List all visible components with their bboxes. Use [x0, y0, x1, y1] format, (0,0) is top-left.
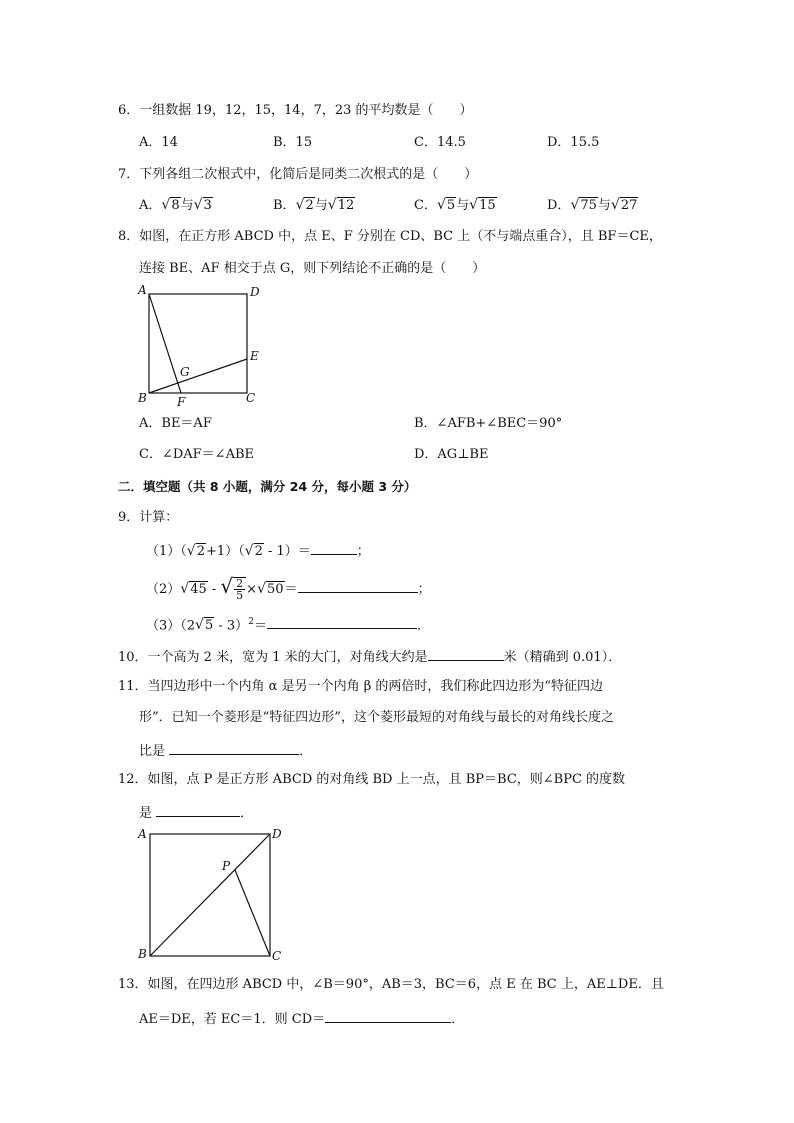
- q6-option-b: B．15: [273, 135, 313, 150]
- q8-option-a: A．BE＝AF: [139, 416, 212, 431]
- q11-line3: 比是 ．: [139, 740, 312, 761]
- q8-square-figure: [134, 280, 274, 410]
- q7-option-b: B．√2与√12: [273, 197, 355, 213]
- q9-part3-blank: [267, 614, 417, 629]
- q9-part2: （2）√45 - √ $\frac{2}{5}$ ×√50＝ ；: [146, 574, 431, 602]
- q8-label-e: E: [250, 349, 259, 363]
- q11-line1: 11．当四边形中一个内角 α 是另一个内角 β 的两倍时，我们称此四边形为“特征四边: [118, 679, 604, 694]
- q12-line2: 是 ．: [139, 802, 253, 823]
- q13-blank: [325, 1008, 451, 1023]
- q8-label-c: C: [246, 391, 256, 405]
- q12-blank: [156, 802, 240, 817]
- q12-square-figure: [134, 824, 294, 964]
- q8-option-d: D．AG⊥BE: [414, 447, 489, 462]
- q8-segment-be: [149, 359, 247, 393]
- q6-option-c: C．14.5: [414, 135, 466, 150]
- q9-part3: （3）（2√5 - 3）$^2$＝ ．: [146, 613, 430, 635]
- q10-line: 10．一个高为 2 米，宽为 1 米的大门，对角线大约是 米（精确到 0.01）．: [118, 646, 621, 667]
- q7-option-a: A．√8与√3: [139, 197, 212, 213]
- q13-line1: 13．如图，在四边形 ABCD 中，∠B＝90°，AB＝3，BC＝6，点 E 在 BC 上，AE⊥DE．且: [118, 977, 664, 992]
- q13-line2: AE＝DE，若 EC＝1．则 CD＝ ．: [139, 1008, 464, 1029]
- q9-stem: 9．计算：: [118, 510, 179, 525]
- q6-option-a: A．14: [139, 135, 178, 150]
- q12-label-c: C: [272, 949, 282, 963]
- q8-square-abcd: [149, 294, 247, 393]
- q9-part2-blank: [298, 578, 418, 593]
- q12-label-a: A: [138, 827, 147, 841]
- q9-part1: （1）（√2+1）（√2 - 1）＝ ；: [146, 540, 370, 561]
- q11-line2: 形”．已知一个菱形是“特征四边形”，这个菱形最短的对角线与最长的对角线长度之: [139, 710, 614, 725]
- q10-blank: [428, 646, 504, 661]
- q9-part1-blank: [311, 540, 357, 555]
- q7-option-c: C．√5与√15: [414, 197, 496, 213]
- q8-option-c: C．∠DAF＝∠ABE: [139, 447, 254, 462]
- q8-stem-line2: 连接 BE、AF 相交于点 G，则下列结论不正确的是（ ）: [139, 261, 486, 276]
- q8-label-d: D: [250, 285, 260, 299]
- q8-label-a: A: [138, 283, 147, 297]
- q6-stem: 6．一组数据 19，12，15，14，7，23 的平均数是（ ）: [118, 103, 473, 118]
- section-2-heading: 二．填空题（共 8 小题，满分 24 分，每小题 3 分）: [118, 479, 417, 494]
- q8-label-b: B: [138, 391, 147, 405]
- q11-blank: [169, 740, 299, 755]
- q12-label-d: D: [272, 827, 282, 841]
- q8-label-f: F: [177, 395, 186, 409]
- q12-segment-pc: [235, 870, 270, 956]
- q12-line1: 12．如图，点 P 是正方形 ABCD 的对角线 BD 上一点，且 BP＝BC，则∠BPC 的度数: [118, 772, 626, 787]
- q7-option-d: D．√75与√27: [547, 197, 638, 213]
- q8-segment-af: [149, 294, 181, 393]
- q8-option-b: B．∠AFB+∠BEC＝90°: [414, 416, 563, 431]
- q8-stem-line1: 8．如图，在正方形 ABCD 中，点 E、F 分别在 CD、BC 上（不与端点重合），且 BF＝CE，: [118, 229, 662, 244]
- q7-stem: 7．下列各组二次根式中，化简后是同类二次根式的是（ ）: [118, 167, 478, 182]
- q8-label-g: G: [180, 365, 190, 379]
- q6-option-d: D．15.5: [547, 135, 600, 150]
- q12-label-b: B: [138, 947, 147, 961]
- q12-label-p: P: [222, 859, 231, 873]
- q12-diagonal-bd: [150, 834, 270, 956]
